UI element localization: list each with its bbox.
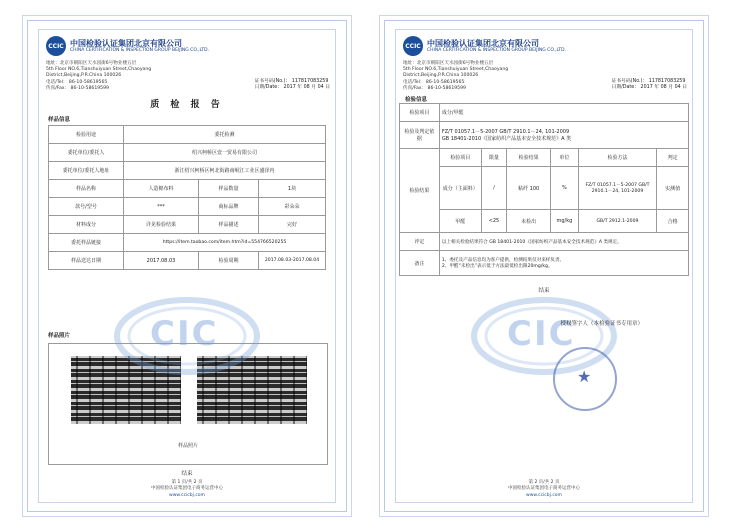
company-name-en: CHINA CERTIFICATION & INSPECTION GROUP BEIJING CO.,LTD.: [70, 47, 210, 53]
page-footer: [28, 480, 346, 500]
company-address: 地址：北京市朝阳区天水园街6号物业楼五层 5th Floor NO.6,Tianshuiyuan Street,Chaoyang District,Beijing,P.R.China 100026 电话/Tel： 86-10-58619565 传真/Fax： 86-10-58619599: [46, 61, 152, 91]
fabric-photo-2: [197, 356, 307, 424]
report-page-1: [27, 20, 347, 512]
table-row: 检验及判定依据 FZ/T 01057.1－5-2007 GB/T 2910.1－24, 101-2009 GB 18401-2010《国家纺织产品基本安全技术规范》A 类: [400, 122, 689, 149]
official-seal: [553, 347, 617, 411]
company-fax: 传真/Fax： 86-10-58619599: [46, 85, 109, 91]
end-marker: 结束: [538, 288, 550, 294]
sample-info-table: [48, 125, 326, 270]
footer-website-link[interactable]: www.ccicbj.com: [169, 492, 205, 498]
table-row: 委托单位/委托人 绍兴柯桥区壹一贸易有限公司: [49, 144, 326, 162]
cic-watermark: CIC: [469, 296, 619, 380]
certificate-number: 证书号码(No.)： 117817083259: [254, 79, 329, 84]
company-name-cn: 中国检验认证集团北京有限公司: [427, 38, 539, 48]
authorized-signer-label: 授权签字人（本检验证书专用章）: [560, 321, 643, 327]
company-fax: 传真/Fax： 86-10-58619599: [403, 85, 466, 91]
table-row: 款号/型号 *** 商标品牌 彩朵朵: [49, 198, 326, 216]
footer-org: 中国检验认证集团电子商务运营中心: [508, 486, 580, 491]
ccic-logo-icon: CCIC: [46, 36, 66, 56]
star-icon: ★: [577, 367, 592, 386]
company-tel: 电话/Tel： 86-10-58619565: [46, 79, 108, 85]
table-row: 材料成分 详见检验结果 样品描述 完好: [49, 216, 326, 234]
table-row: 成分（主面料） / 粘纤 100 % FZ/T 01057.1－5-2007 GB/T 2910.1－24, 101-2009 实测值: [400, 167, 689, 210]
table-row: 委托样品链接 https://item.taobao.com/item.htm?id=554766520255: [49, 234, 326, 252]
company-address: 地址：北京市朝阳区天水园街6号物业楼五层 5th Floor NO.6,Tianshuiyuan Street,Chaoyang District,Beijing,P.R.China 100026 电话/Tel： 86-10-58619565 传真/Fax： 86-10-58619599: [403, 61, 509, 91]
page-footer: [385, 480, 703, 500]
company-tel: 电话/Tel： 86-10-58619565: [403, 79, 465, 85]
report-date: 日期/Date： 2017 年 08 月 04 日: [611, 85, 687, 91]
section-sample-info: 样品信息: [48, 117, 71, 123]
certificate-info: [612, 79, 687, 92]
section-sample-photo: 样品照片: [48, 333, 71, 339]
report-title: 质 检 报 告: [150, 100, 224, 110]
certificate-info: [255, 79, 330, 92]
table-row: 检验结果 检验项目 限量 检验结果 单位 检验方法 判定: [400, 149, 689, 167]
table-row: 检验用途 委托检测: [49, 126, 326, 144]
report-page-2: [384, 20, 704, 512]
end-marker: 结束: [181, 471, 193, 477]
table-row: 备注 1、委托及产品信息均为客户提供，检测结果仅对来样负责。 2、甲醛“未检出”表示低于方法最低检出限20mg/kg。: [400, 251, 689, 276]
page-number: 第 1 页/共 2 页: [171, 479, 203, 485]
photo-caption: 样品照片: [177, 443, 198, 449]
table-row: 评定 以上相关检验结果符合 GB 18401-2010《国家纺织产品基本安全技术规范》A 类规定。: [400, 233, 689, 251]
report-date: 日期/Date： 2017 年 08 月 04 日: [254, 85, 330, 91]
sample-photo-box: [48, 343, 328, 465]
company-name-cn: 中国检验认证集团北京有限公司: [70, 38, 182, 48]
table-row: 样品名称 人造棉布料 样品数量 1块: [49, 180, 326, 198]
footer-org: 中国检验认证集团电子商务运营中心: [151, 486, 223, 491]
cic-watermark: CIC: [112, 296, 262, 380]
footer-website-link[interactable]: www.ccicbj.com: [526, 492, 562, 498]
certificate-number: 证书号码(No.)： 117817083259: [611, 79, 686, 84]
page-number: 第 2 页/共 2 页: [528, 479, 560, 485]
sample-link: https://item.taobao.com/item.htm?id=554766520255: [124, 234, 326, 252]
section-test-info: 检验信息: [405, 97, 428, 103]
table-row: 检验项目 成分/甲醛: [400, 104, 689, 122]
company-name-en: CHINA CERTIFICATION & INSPECTION GROUP BEIJING CO.,LTD.: [427, 47, 567, 53]
ccic-logo-icon: CCIC: [403, 36, 423, 56]
table-row: 样品送达日期 2017.08.03 检验周期 2017.08.03-2017.08.04: [49, 252, 326, 270]
table-row: 委托单位/委托人地址 浙江绍兴柯桥区柯北街路南岷江工业区盛泽内: [49, 162, 326, 180]
fabric-photo-1: [71, 356, 181, 424]
table-row: 甲醛 <25 未检出 mg/kg GB/T 2912.1-2009 合格: [400, 210, 689, 233]
test-info-table: [399, 103, 689, 276]
company-logo: [403, 35, 566, 57]
company-logo: [46, 35, 209, 57]
